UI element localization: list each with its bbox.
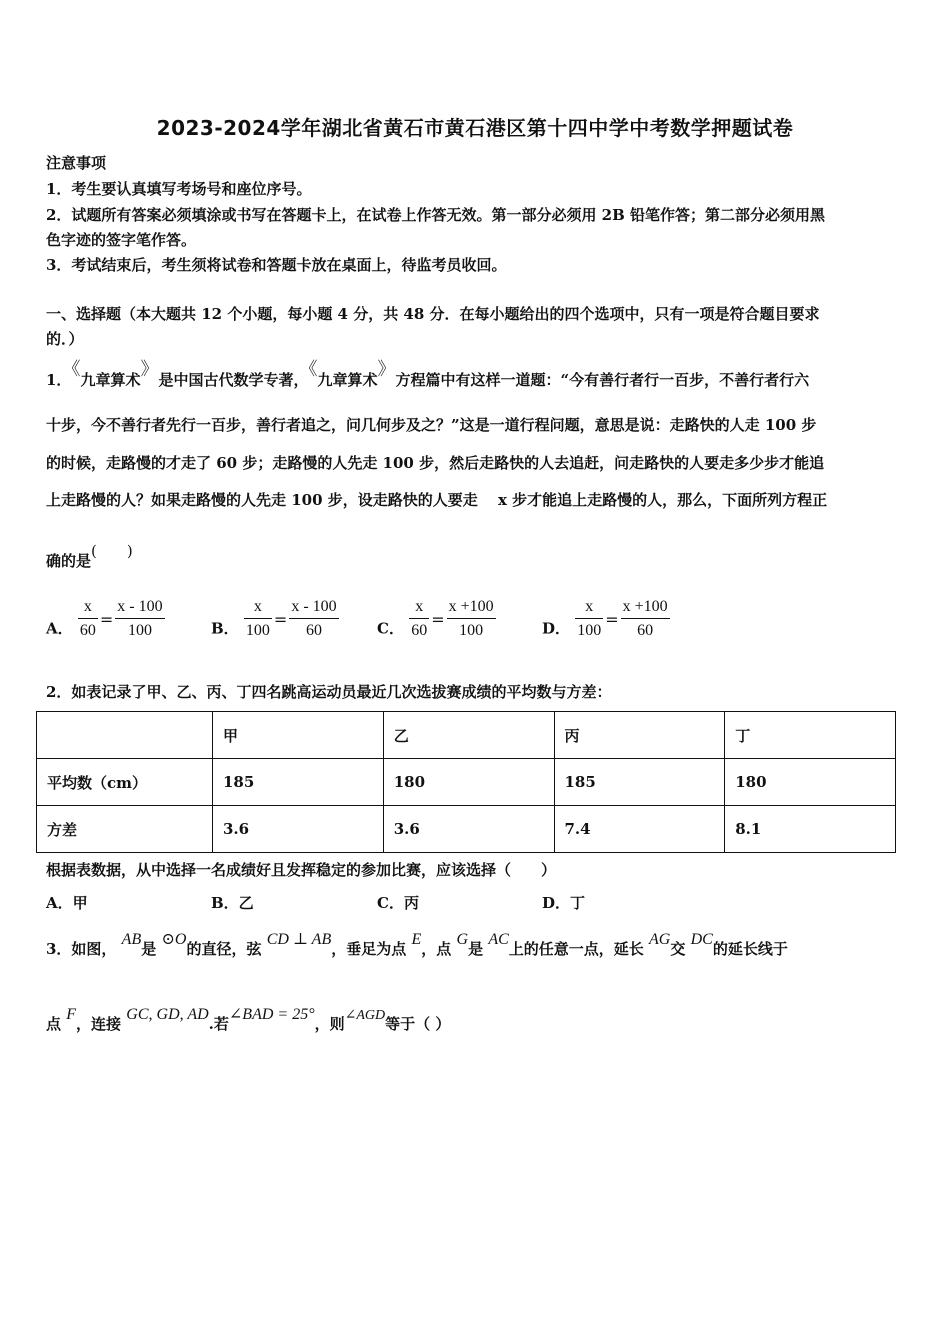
math-expr: E [411, 931, 422, 948]
numerator: x - 100 [115, 596, 164, 619]
question-text: 方程篇中有这样一道题：“今有善行者行一百步，不善行者行六 [395, 371, 810, 389]
numerator: x +100 [447, 596, 496, 619]
equals-sign: = [431, 610, 445, 629]
option-d[interactable] [542, 596, 670, 643]
denominator: 100 [459, 622, 484, 639]
table-header-cell: 乙 [383, 712, 554, 759]
fraction-left [409, 596, 429, 643]
denominator: 60 [411, 622, 428, 639]
option-b[interactable]: B．乙 [211, 894, 254, 912]
question-text: 是 [468, 940, 484, 958]
option-c[interactable] [377, 596, 496, 643]
book-mark-close: 》 [377, 359, 396, 380]
numerator: x [244, 596, 272, 619]
fraction-left [244, 596, 272, 643]
notice-item: 1．考生要认真填写考场号和座位序号。 [46, 180, 312, 198]
math-expr: GC, GD, AD [126, 1006, 209, 1023]
question-text: ，点 [421, 940, 452, 958]
question-text: 3．如图， [46, 940, 117, 958]
stats-table [36, 711, 896, 853]
equals-sign: = [273, 610, 288, 629]
numerator: x [575, 596, 603, 619]
question-1-line: 的时候，走路慢的才走了 60 步；走路慢的人先走 100 步，然后走路快的人去追赶，问走路快的人要走多少步才能追 [46, 454, 825, 472]
table-cell: 3.6 [383, 806, 554, 853]
question-1-line: 十步，今不善行者先行一百步，善行者追之，问几何步及之？”这是一道行程问题，意思是说：走路快的人走 100 步 [46, 416, 817, 434]
option-a[interactable]: A．甲 [46, 894, 88, 912]
question-3-line [46, 931, 788, 959]
table-cell: 185 [554, 759, 725, 806]
book-mark-close: 》 [140, 359, 159, 380]
fraction-right [621, 596, 670, 643]
notice-item: 色字迹的签字笔作答。 [46, 231, 197, 249]
table-cell: 180 [383, 759, 554, 806]
question-text: 是中国古代数学专著， [158, 371, 309, 389]
math-expr: AC [488, 931, 509, 948]
question-1-line [46, 359, 810, 391]
question-2-prompt: 根据表数据，从中选择一名成绩好且发挥稳定的参加比赛，应该选择（ ） [46, 861, 557, 879]
table-cell: 3.6 [213, 806, 384, 853]
option-label: A． [46, 619, 73, 638]
question-text: 的延长线于 [712, 940, 788, 958]
fraction-right [115, 596, 164, 643]
numerator: x [409, 596, 429, 619]
book-mark-open: 《 [308, 359, 318, 380]
math-expr: G [456, 931, 469, 948]
question-1-line [46, 542, 133, 571]
question-text: 上的任意一点，延长 [508, 940, 644, 958]
fraction-left [78, 596, 98, 643]
question-text: 交 [670, 940, 686, 958]
table-cell [37, 712, 213, 759]
table-row-label: 方差 [37, 806, 213, 853]
book-title: 九章算术 [317, 371, 378, 389]
math-expr: DC [690, 931, 713, 948]
numerator: x +100 [621, 596, 670, 619]
table-header-cell: 丙 [554, 712, 725, 759]
option-c[interactable]: C．丙 [377, 894, 419, 912]
question-number: 1． [46, 371, 72, 389]
numerator: x [78, 596, 98, 619]
table-cell: 180 [725, 759, 896, 806]
table-row [37, 759, 896, 806]
question-text: 确的是 [46, 552, 92, 570]
question-text: 的直径，弦 [186, 940, 262, 958]
math-expr: ∠AGD [344, 1008, 386, 1023]
question-text: ，连接 [76, 1015, 122, 1033]
option-b[interactable] [211, 596, 339, 643]
table-header-cell: 丁 [725, 712, 896, 759]
notice-heading: 注意事项 [46, 154, 107, 172]
option-label: B． [211, 619, 239, 638]
book-title: 九章算术 [80, 371, 141, 389]
table-cell: 7.4 [554, 806, 725, 853]
section-heading-cont: 的．） [46, 330, 84, 348]
answer-paren: ( ) [91, 542, 133, 560]
math-expr: ⊙O [161, 931, 187, 948]
numerator: x - 100 [289, 596, 338, 619]
option-label: D． [542, 619, 571, 638]
math-expr: F [66, 1006, 77, 1023]
question-3-line [46, 1006, 451, 1034]
book-mark-open: 《 [71, 359, 81, 380]
notice-item: 3．考试结束后，考生须将试卷和答题卡放在桌面上，待监考员收回。 [46, 256, 507, 274]
equals-sign: = [605, 610, 619, 629]
table-cell: 8.1 [725, 806, 896, 853]
question-text: ，垂足为点 [331, 940, 407, 958]
question-text: ，则 [314, 1015, 345, 1033]
option-a[interactable] [46, 596, 165, 643]
question-text: .若 [208, 1015, 229, 1033]
fraction-right [289, 596, 338, 643]
denominator: 100 [577, 622, 602, 639]
option-d[interactable]: D．丁 [542, 894, 586, 912]
table-row-label: 平均数（cm） [37, 759, 213, 806]
option-label: C． [377, 619, 404, 638]
question-text: 是 [141, 940, 157, 958]
question-text: 点 [46, 1015, 62, 1033]
math-expr: ∠BAD = 25° [228, 1006, 315, 1023]
denominator: 60 [79, 622, 96, 639]
denominator: 60 [637, 622, 654, 639]
fraction-left [575, 596, 603, 643]
table-header-cell: 甲 [213, 712, 384, 759]
question-1-line: 上走路慢的人？如果走路慢的人先走 100 步，设走路快的人要走 x 步才能追上走路慢的人，那么，下面所列方程正 [46, 491, 828, 509]
table-row [37, 806, 896, 853]
notice-item: 2．试题所有答案必须填涂或书写在答题卡上，在试卷上作答无效。第一部分必须用 2B 铅笔作答；第二部分必须用黑 [46, 206, 826, 224]
math-expr: AB [121, 931, 142, 948]
denominator: 100 [127, 622, 152, 639]
table-header-row [37, 712, 896, 759]
denominator: 60 [305, 622, 322, 639]
math-expr: CD ⊥ AB [266, 931, 332, 948]
fraction-right [447, 596, 496, 643]
equals-sign: = [99, 610, 114, 629]
denominator: 100 [245, 622, 270, 639]
table-cell: 185 [213, 759, 384, 806]
question-2-stem: 2．如表记录了甲、乙、丙、丁四名跳高运动员最近几次选拔赛成绩的平均数与方差： [46, 683, 612, 701]
question-text: 等于（ ） [385, 1015, 451, 1033]
math-expr: AG [649, 931, 671, 948]
page-title: 2023-2024学年湖北省黄石市黄石港区第十四中学中考数学押题试卷 [156, 116, 794, 140]
section-heading: 一、选择题（本大题共 12 个小题，每小题 4 分，共 48 分．在每小题给出的四个选项中，只有一项是符合题目要求 [46, 305, 820, 323]
